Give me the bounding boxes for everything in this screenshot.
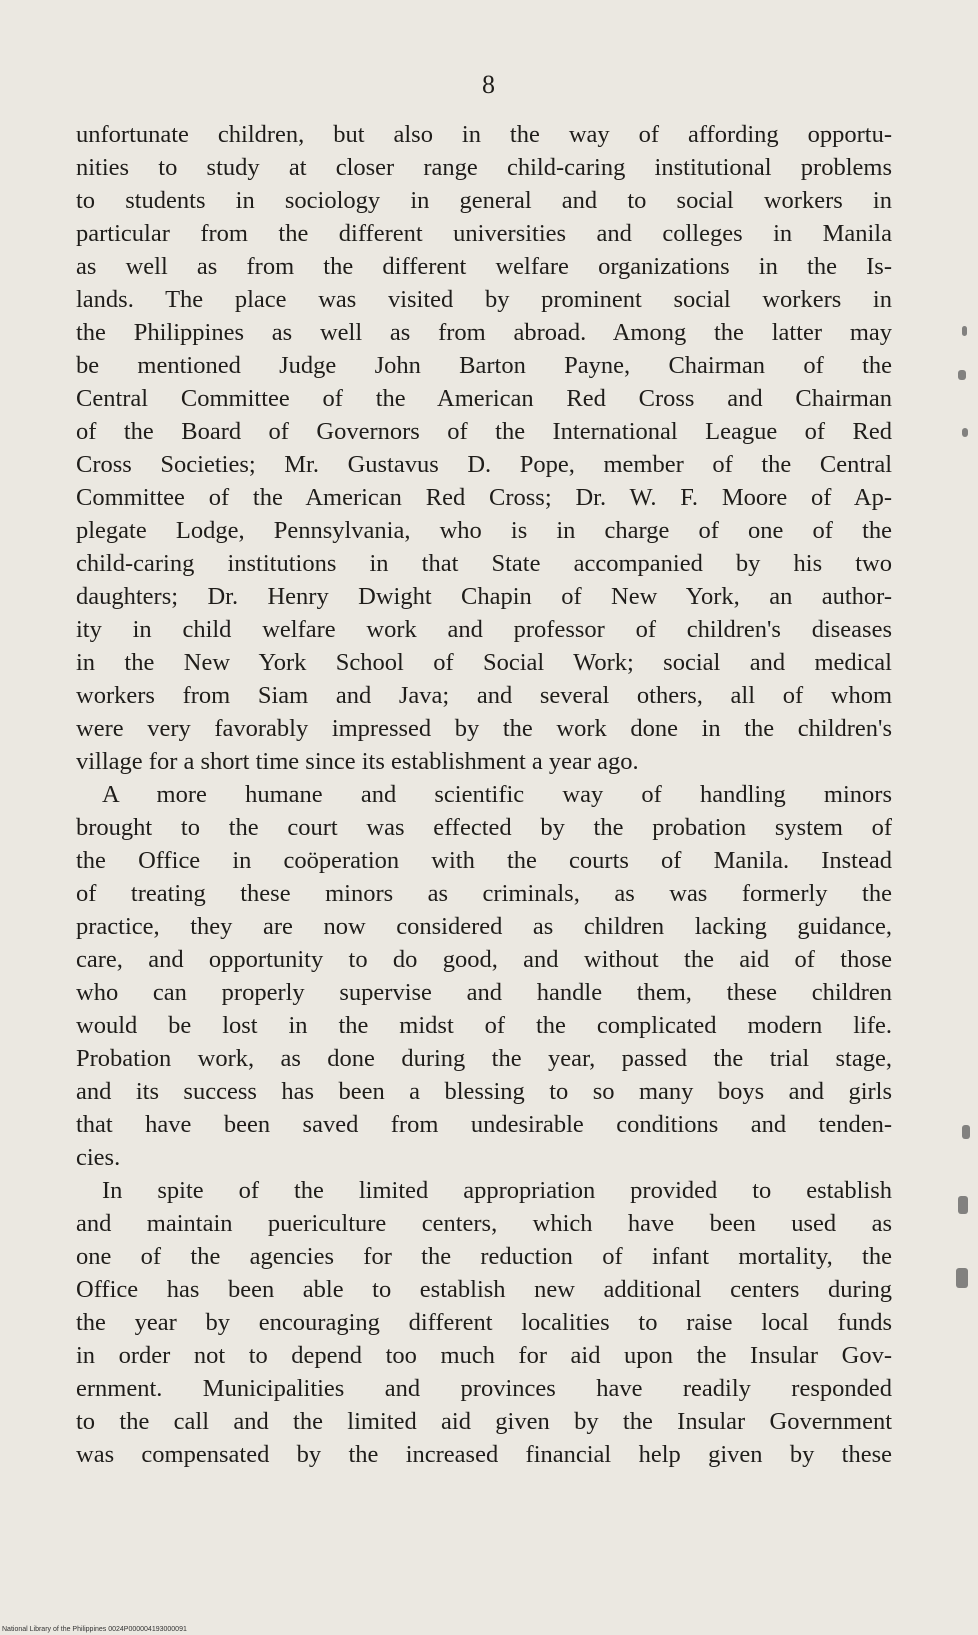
text-line: as well as from the different welfare organizations in the Is-	[76, 253, 892, 280]
text-line: workers from Siam and Java; and several others, all of whom	[76, 682, 892, 709]
text-line: cies.	[76, 1144, 121, 1171]
text-line: Probation work, as done during the year, passed the trial stage,	[76, 1045, 892, 1072]
scan-mark	[958, 370, 966, 380]
text-line: Cross Societies; Mr. Gustavus D. Pope, member of the Central	[76, 451, 892, 478]
text-line: of the Board of Governors of the International League of Red	[76, 418, 892, 445]
text-line: Central Committee of the American Red Cross and Chairman	[76, 385, 892, 412]
paragraph	[76, 1174, 892, 1471]
text-line: in order not to depend too much for aid upon the Insular Gov-	[76, 1342, 892, 1369]
scan-mark	[956, 1268, 968, 1288]
text-line: Office has been able to establish new additional centers during	[76, 1276, 892, 1303]
text-line: that have been saved from undesirable conditions and tenden-	[76, 1111, 892, 1138]
text-line: would be lost in the midst of the complicated modern life.	[76, 1012, 892, 1039]
text-line: the Office in coöperation with the courts of Manila. Instead	[76, 847, 892, 874]
text-line: the year by encouraging different localities to raise local funds	[76, 1309, 892, 1336]
text-line: A more humane and scientific way of handling minors	[102, 781, 892, 808]
body-text	[76, 118, 892, 1471]
text-line: particular from the different universities and colleges in Manila	[76, 220, 892, 247]
paragraph	[76, 778, 892, 1174]
text-line: and maintain puericulture centers, which have been used as	[76, 1210, 892, 1237]
text-line: in the New York School of Social Work; social and medical	[76, 649, 892, 676]
text-line: were very favorably impressed by the work done in the children's	[76, 715, 892, 742]
scan-mark	[962, 1125, 970, 1139]
text-line: daughters; Dr. Henry Dwight Chapin of New York, an author-	[76, 583, 892, 610]
footer-credit: National Library of the Philippines 0024P000004193000091	[2, 1626, 187, 1633]
text-line: ity in child welfare work and professor of children's diseases	[76, 616, 892, 643]
text-line: was compensated by the increased financial help given by these	[76, 1441, 892, 1468]
text-line: brought to the court was effected by the probation system of	[76, 814, 892, 841]
text-line: ernment. Municipalities and provinces have readily responded	[76, 1375, 892, 1402]
paragraph	[76, 118, 892, 778]
text-line: nities to study at closer range child-caring institutional problems	[76, 154, 892, 181]
text-line: who can properly supervise and handle them, these children	[76, 979, 892, 1006]
text-line: of treating these minors as criminals, as was formerly the	[76, 880, 892, 907]
scan-mark	[962, 326, 967, 336]
page-number: 8	[482, 70, 496, 99]
text-line: unfortunate children, but also in the way of affording opportu-	[76, 121, 892, 148]
text-line: lands. The place was visited by prominent social workers in	[76, 286, 892, 313]
scan-mark	[958, 1196, 968, 1214]
text-line: child-caring institutions in that State accompanied by his two	[76, 550, 892, 577]
text-line: to the call and the limited aid given by the Insular Government	[76, 1408, 892, 1435]
scan-mark	[962, 428, 968, 437]
text-line: care, and opportunity to do good, and without the aid of those	[76, 946, 892, 973]
text-line: the Philippines as well as from abroad. Among the latter may	[76, 319, 892, 346]
text-line: village for a short time since its establishment a year ago.	[76, 748, 639, 775]
text-line: practice, they are now considered as children lacking guidance,	[76, 913, 892, 940]
text-line: to students in sociology in general and to social workers in	[76, 187, 892, 214]
text-line: plegate Lodge, Pennsylvania, who is in charge of one of the	[76, 517, 892, 544]
text-line: one of the agencies for the reduction of infant mortality, the	[76, 1243, 892, 1270]
text-line: and its success has been a blessing to so many boys and girls	[76, 1078, 892, 1105]
text-line: be mentioned Judge John Barton Payne, Chairman of the	[76, 352, 892, 379]
text-line: In spite of the limited appropriation provided to establish	[102, 1177, 892, 1204]
text-line: Committee of the American Red Cross; Dr. W. F. Moore of Ap-	[76, 484, 892, 511]
